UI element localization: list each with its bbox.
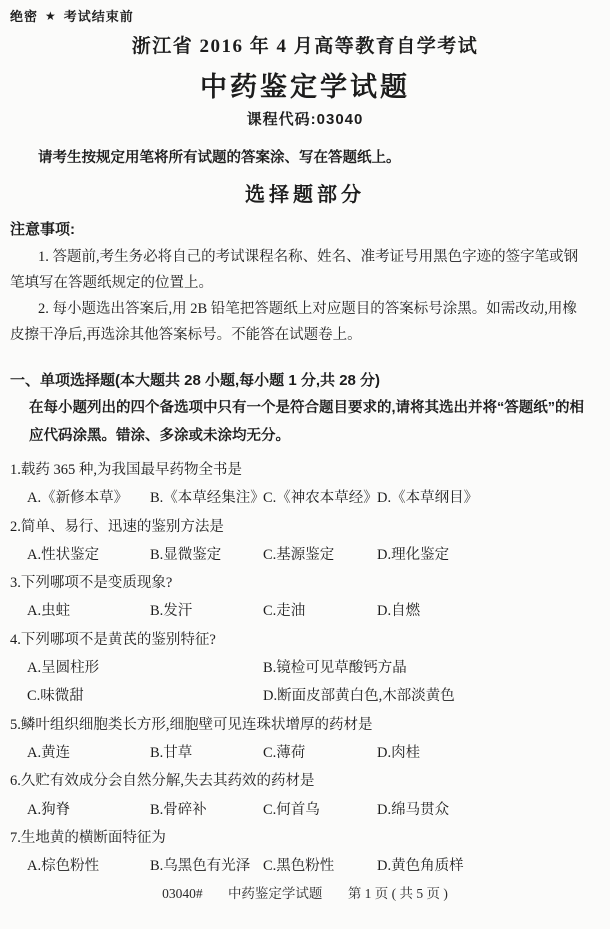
option-a: A.呈圆柱形 [27, 660, 100, 677]
classification-right-label: 考试结束前 [63, 9, 134, 24]
option-b: B.《本草经集注》 [150, 490, 265, 507]
option-c: C.《神农本草经》 [263, 490, 378, 507]
question-5 [10, 711, 600, 768]
question-stem: 4.下列哪项不是黄芪的鉴别特征? [10, 631, 216, 648]
option-row [10, 852, 600, 880]
classification-left-label: 绝密 [10, 9, 39, 24]
option-c: C.味微甜 [27, 688, 84, 705]
footer-course-code: 03040# [162, 886, 203, 902]
option-d: D.理化鉴定 [377, 546, 450, 563]
option-a: A.黄连 [27, 744, 71, 761]
classification-banner [10, 8, 600, 26]
note-item-1: 1. 答题前,考生务必将自己的考试课程名称、姓名、准考证号用黑色字迹的签字笔或钢笔填写在答题纸规定的位置上。 [10, 249, 579, 291]
option-d: D.黄色角质样 [377, 858, 464, 875]
question-4 [10, 626, 600, 711]
option-a: A.棕色粉性 [27, 858, 100, 875]
question-1 [10, 456, 600, 513]
note-item-2: 2. 每小题选出答案后,用 2B 铅笔把答题纸上对应题目的答案标号涂黑。如需改动,用橡皮擦干净后,再选涂其他答案标号。不能答在试题卷上。 [10, 301, 577, 343]
question-stem: 5.鳞叶组织细胞类长方形,细胞壁可见连珠状增厚的药材是 [10, 716, 373, 733]
option-d: D.绵马贯众 [377, 801, 450, 818]
question-7 [10, 824, 600, 881]
option-row [10, 682, 600, 710]
option-a: A.性状鉴定 [27, 546, 100, 563]
question-stem: 7.生地黄的横断面特征为 [10, 829, 166, 846]
page-footer [10, 884, 600, 904]
page-title: 中药鉴定学试题 [200, 72, 410, 102]
question-list [10, 456, 600, 880]
section-heading: 选择题部分 [245, 184, 365, 206]
exam-session-title: 浙江省 2016 年 4 月高等教育自学考试 [131, 36, 479, 57]
option-c: C.何首乌 [263, 801, 320, 818]
option-b: B.乌黑色有光泽 [150, 858, 251, 875]
option-b: B.镜检可见草酸钙方晶 [263, 660, 407, 677]
option-b: B.发汗 [150, 603, 193, 620]
question-stem: 1.载药 365 种,为我国最早药物全书是 [10, 462, 242, 478]
option-d: D.《本草纲目》 [377, 490, 479, 507]
option-b: B.骨碎补 [150, 801, 207, 818]
option-c: C.基源鉴定 [263, 546, 335, 563]
question-stem: 6.久贮有效成分会自然分解,失去其药效的药材是 [10, 773, 315, 790]
option-row [10, 654, 600, 682]
option-d: D.断面皮部黄白色,木部淡黄色 [263, 688, 455, 705]
option-row [10, 484, 600, 512]
option-c: C.薄荷 [263, 744, 306, 761]
course-code: 课程代码:03040 [246, 111, 364, 128]
option-d: D.自燃 [377, 603, 421, 620]
question-3 [10, 569, 600, 626]
part-one-heading: 一、单项选择题(本大题共 28 小题,每小题 1 分,共 28 分) [10, 372, 381, 389]
footer-page-number: 第 1 页 ( 共 5 页 ) [347, 886, 448, 902]
star-icon: ★ [45, 9, 57, 23]
option-b: B.显微鉴定 [150, 546, 222, 563]
notes-heading: 注意事项: [10, 221, 75, 238]
option-a: A.狗脊 [27, 801, 71, 818]
option-c: C.走油 [263, 603, 306, 620]
option-row [10, 597, 600, 625]
option-c: C.黑色粉性 [263, 858, 335, 875]
question-stem: 3.下列哪项不是变质现象? [10, 575, 173, 592]
option-d: D.肉桂 [377, 744, 421, 761]
part-one-instructions: 在每小题列出的四个备选项中只有一个是符合题目要求的,请将其选出并将“答题纸”的相应代码涂黑。错涂、多涂或未涂均无分。 [29, 400, 585, 444]
option-row [10, 541, 600, 569]
option-b: B.甘草 [150, 744, 193, 761]
option-row [10, 796, 600, 824]
question-2 [10, 513, 600, 570]
option-a: A.《新修本草》 [27, 490, 129, 507]
footer-paper-title: 中药鉴定学试题 [227, 886, 323, 902]
option-a: A.虫蛀 [27, 603, 71, 620]
question-stem: 2.简单、易行、迅速的鉴别方法是 [10, 518, 224, 535]
question-6 [10, 767, 600, 824]
answer-sheet-notice: 请考生按规定用笔将所有试题的答案涂、写在答题纸上。 [38, 150, 401, 166]
option-row [10, 739, 600, 767]
